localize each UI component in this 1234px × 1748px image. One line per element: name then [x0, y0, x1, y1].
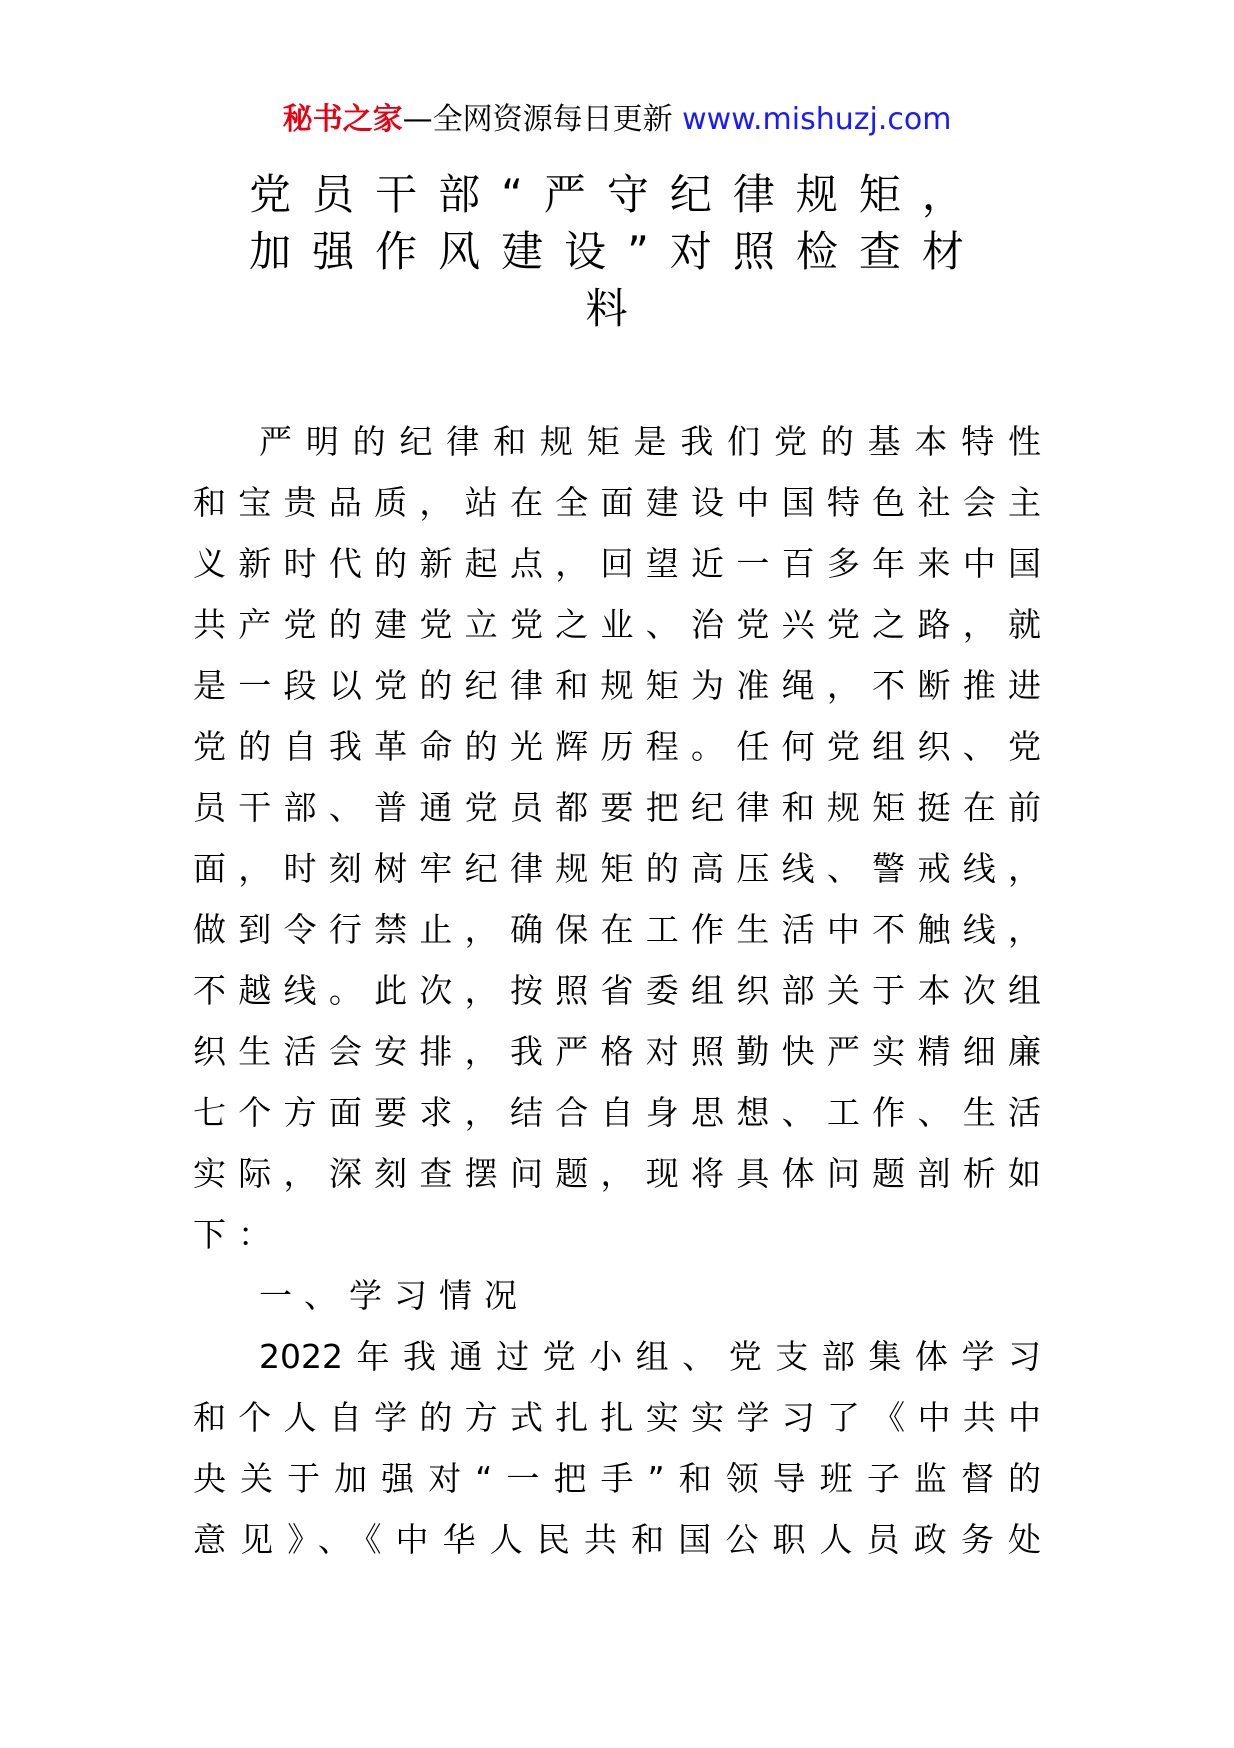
body-line: 织生活会安排，我严格对照勤快严实精细廉	[193, 1032, 1041, 1071]
body-line: 意见》、《中华人民共和国公职人员政务处	[193, 1520, 1041, 1559]
body-line: 和宝贵品质，站在全面建设中国特色社会主	[193, 483, 1041, 522]
body-line: 不越线。此次，按照省委组织部关于本次组	[193, 971, 1041, 1010]
title-line: 党员干部“严守纪律规矩，	[249, 170, 985, 219]
body-line: 是一段以党的纪律和规矩为准绳，不断推进	[193, 666, 1041, 705]
body-line: 员干部、普通党员都要把纪律和规矩挺在前	[193, 788, 1041, 827]
body-line: 严明的纪律和规矩是我们党的基本特性	[259, 422, 1041, 461]
title-line: 料	[585, 284, 649, 333]
body-line: 七个方面要求，结合自身思想、工作、生活	[193, 1093, 1041, 1132]
document-title	[200, 166, 1034, 337]
section-heading: 一、学习情况	[259, 1276, 529, 1315]
body-line: 义新时代的新起点，回望近一百多年来中国	[193, 544, 1041, 583]
site-url-link[interactable]: www.mishuzj.com	[682, 102, 952, 137]
body-line: 党的自我革命的光辉历程。任何党组织、党	[193, 727, 1041, 766]
site-slogan: —全网资源每日更新	[402, 102, 673, 137]
site-header	[0, 100, 1234, 140]
body-line: 面，时刻树牢纪律规矩的高压线、警戒线，	[193, 849, 1041, 888]
body-line: 共产党的建党立党之业、治党兴党之路，就	[193, 605, 1041, 644]
body-line: 实际，深刻查摆问题，现将具体问题剖析如	[193, 1154, 1041, 1193]
body-line: 2022年我通过党小组、党支部集体学习	[259, 1337, 1041, 1376]
body-line: 下：	[193, 1215, 283, 1254]
document-body	[193, 411, 1041, 1570]
site-brand: 秘书之家	[282, 102, 403, 137]
body-line: 和个人自学的方式扎扎实实学习了《中共中	[193, 1398, 1041, 1437]
title-line: 加强作风建设”对照检查材	[249, 227, 985, 276]
body-line: 央关于加强对“一把手”和领导班子监督的	[193, 1459, 1041, 1498]
body-line: 做到令行禁止，确保在工作生活中不触线，	[193, 910, 1041, 949]
